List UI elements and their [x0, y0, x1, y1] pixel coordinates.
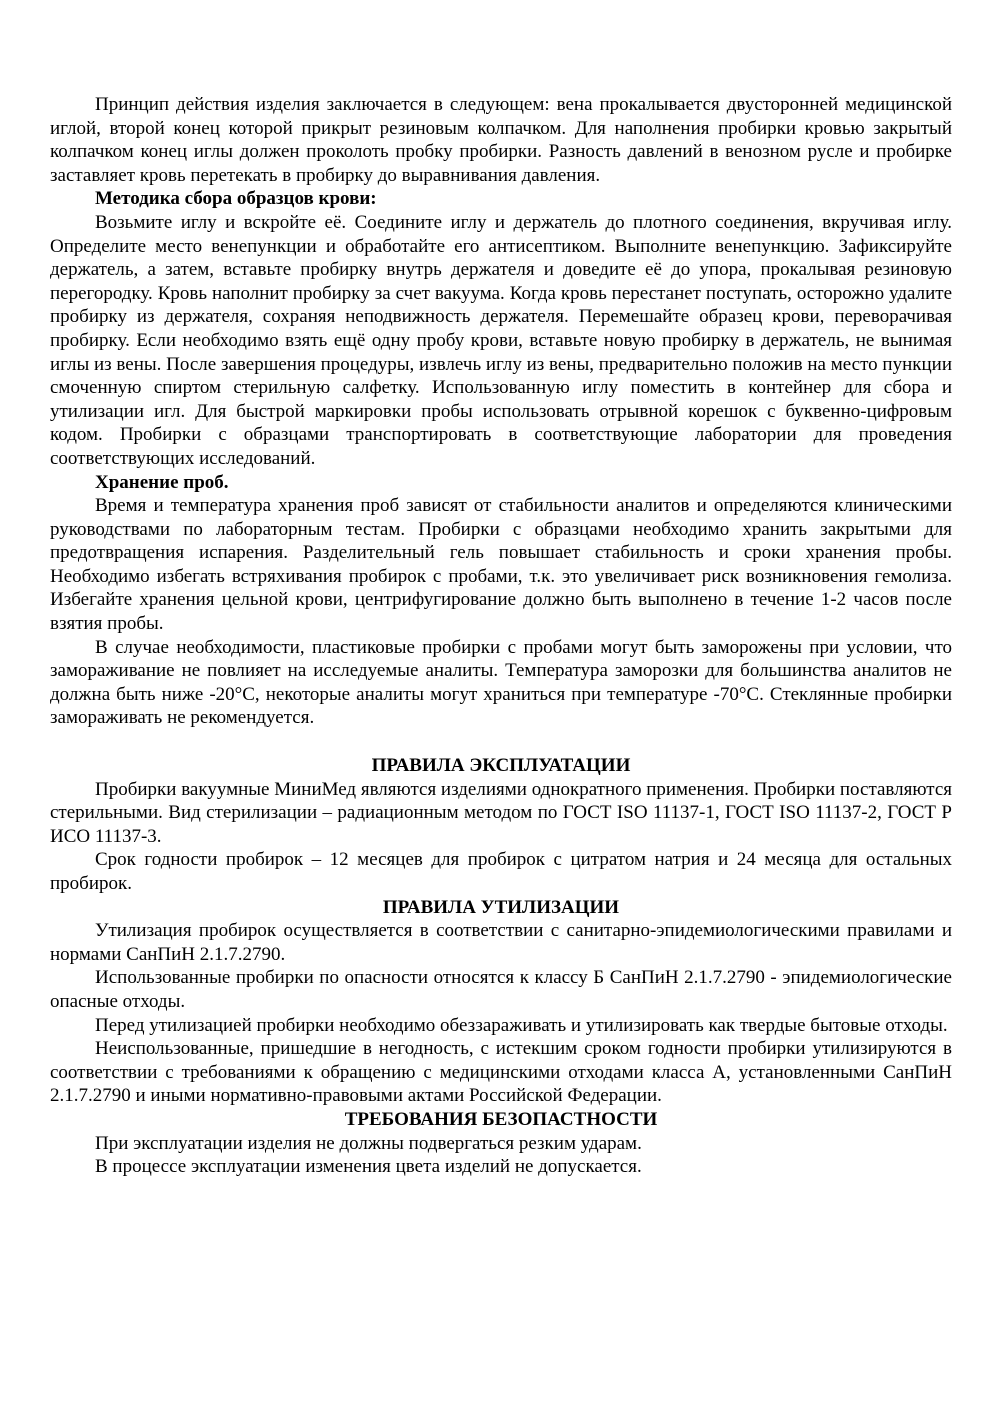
- paragraph-freezing-conditions: В случае необходимости, пластиковые пробирки с пробами могут быть заморожены при условии, что замораживание не повлияет на исследуемые аналиты. Температура заморозки для большинства аналитов не должна быть ниже -20°С, некоторые аналиты могут храниться при температуре -70°С. Стеклянные пробирки замораживать не рекомендуется.: [50, 636, 952, 729]
- paragraph-operating-principle: Принцип действия изделия заключается в следующем: вена прокалывается двусторонней медицинской иглой, второй конец которой прикрыт резиновым колпачком. Для наполнения пробирки кровью закрытый колпачком конец иглы должен проколоть пробку пробирки. Разность давлений в венозном русле и пробирке заставляет кровь перетекать в пробирку до выравнивания давления.: [50, 94, 952, 186]
- heading-blood-collection-method: Методика сбора образцов крови:: [95, 188, 377, 210]
- paragraph-unused-tubes-disposal: Неиспользованные, пришедшие в негодность, с истекшим сроком годности пробирки утилизируются в соответствии с требованиями к обращению с медицинскими отходами класса А, установленными СанПиН 2.1.7.2790 и иными нормативно-правовыми актами Российской Федерации.: [50, 1038, 952, 1107]
- paragraph-used-tubes-class: Использованные пробирки по опасности относятся к классу Б СанПиН 2.1.7.2790 - эпидемиологические опасные отходы.: [50, 967, 952, 1012]
- paragraph-disinfection-before-disposal: Перед утилизацией пробирки необходимо обеззараживать и утилизировать как твердые бытовые отходы.: [95, 1014, 948, 1036]
- heading-sample-storage: Хранение проб.: [95, 471, 229, 493]
- heading-disposal-rules: ПРАВИЛА УТИЛИЗАЦИИ: [382, 896, 620, 918]
- paragraph-no-color-change: В процессе эксплуатации изменения цвета изделий не допускается.: [95, 1156, 642, 1178]
- heading-operation-rules: ПРАВИЛА ЭКСПЛУАТАЦИИ: [371, 755, 631, 777]
- paragraph-storage-conditions: Время и температура хранения проб зависят от стабильности аналитов и определяются клиническими руководствами по лабораторным тестам. Пробирки с образцами необходимо хранить закрытыми для предотвращения испарения. Разделительный гель повышает стабильность и сроки хранения пробы. Необходимо избегать встряхивания пробирок с пробами, т.к. это увеличивает риск возникновения гемолиза. Избегайте хранения цельной крови, центрифугирование должно быть выполнено в течение 1-2 часов после взятия пробы.: [50, 495, 952, 635]
- paragraph-shelf-life: Срок годности пробирок – 12 месяцев для пробирок с цитратом натрия и 24 месяца для остальных пробирок.: [50, 849, 952, 894]
- paragraph-disposal-sanpin: Утилизация пробирок осуществляется в соответствии с санитарно-эпидемиологическими правилами и нормами СанПиН 2.1.7.2790.: [50, 920, 952, 965]
- heading-safety-requirements: ТРЕБОВАНИЯ БЕЗОПАСТНОСТИ: [344, 1108, 658, 1130]
- paragraph-no-sharp-impacts: При эксплуатации изделия не должны подвергаться резким ударам.: [95, 1132, 642, 1154]
- paragraph-collection-procedure: Возьмите иглу и вскройте её. Соедините иглу и держатель до плотного соединения, вкручивая иглу. Определите место венепункции и обработайте его антисептиком. Выполните венепункцию. Зафиксируйте держатель, а затем, вставьте пробирку внутрь держателя и доведите её до упора, прокалывая резиновую перегородку. Кровь наполнит пробирку за счет вакуума. Когда кровь перестанет поступать, осторожно удалите пробирку из держателя, сохраняя неподвижность держателя. Перемешайте образец крови, переворачивая пробирку. Если необходимо взять ещё одну пробу крови, вставьте новую пробирку в держатель, не вынимая иглы из вены. После завершения процедуры, извлечь иглу из вены, предварительно положив на место пункции смоченную спиртом стерильную салфетку. Использованную иглу поместить в контейнер для сбора и утилизации игл. Для быстрой маркировки пробы использовать отрывной корешок с буквенно-цифровым кодом. Пробирки с образцами транспортировать в соответствующие лаборатории для проведения соответствующих исследований.: [50, 211, 952, 469]
- paragraph-single-use-sterilization: Пробирки вакуумные МиниМед являются изделиями однократного применения. Пробирки поставляются стерильными. Вид стерилизации – радиационным методом по ГОСТ ISO 11137-1, ГОСТ ISO 11137-2, ГОСТ Р ИСО 11137-3.: [50, 778, 953, 847]
